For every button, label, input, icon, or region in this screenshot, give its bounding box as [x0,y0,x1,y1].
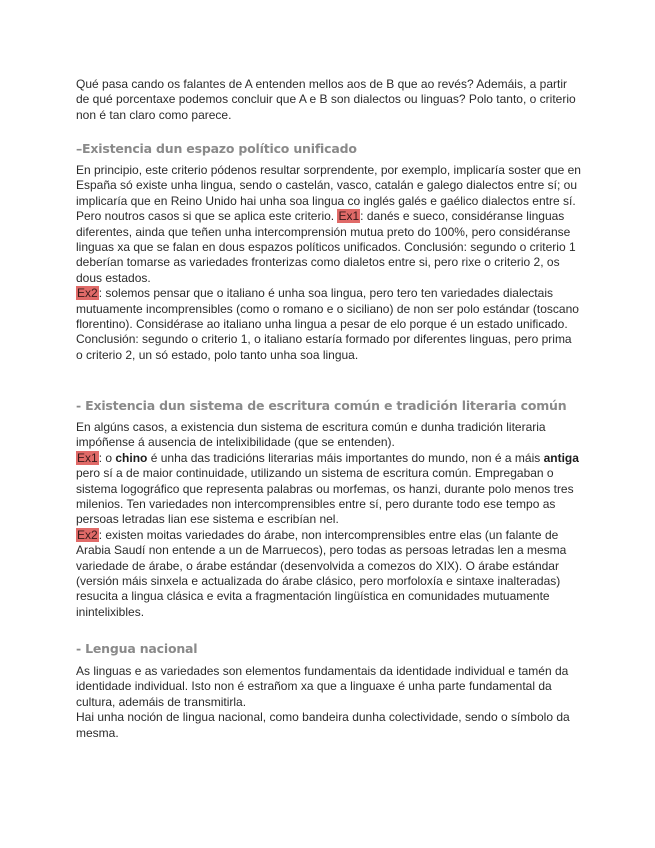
section-heading-political-space: –Existencia dun espazo político unificado [76,141,357,156]
section-heading-national-language: - Lengua nacional [76,641,198,656]
bold-term-chino: chino [115,450,148,465]
section-2-paragraph [76,420,581,620]
section-1-paragraph [76,163,581,363]
section-heading-writing-system: - Existencia dun sistema de escritura común e tradición literaria común [76,398,567,413]
section-3-text-2: Hai unha noción de lingua nacional, como bandeira dunha colectividade, sendo o símbolo da mesma. [76,710,570,740]
example-1-text-post: pero sí a de maior continuidade, utilizando un sistema de escritura común. Empregaban o sistema logográfico que representa palabras ou morfemas, os hanzi, durante polo menos tres milenios. Ten variedades non intercomprensibles entre sí, pero durante todo ese tempo as persoas letradas lian ese sistema e escribían nel. [76,466,574,527]
example-2-text: : solemos pensar que o italiano é unha soa lingua, pero tero ten variedades dialectais mutuamente incomprensibles (como o romano e o siciliano) de non ser polo estándar (toscano florentino). Considérase ao italiano unha lingua a pesar de elo porque é un estado unificado. Conclusión: segundo o criterio 1, o italiano estaría formado por diferentes linguas, pero prima o criterio 2, un só estado, polo tanto unha soa lingua. [76,286,579,362]
intro-paragraph: Qué pasa cando os falantes de A entenden mellos aos de B que ao revés? Ademáis, a partir de qué porcentaxe podemos concluir que A e B son dialectos ou linguas? Polo tanto, o criterio non é tan claro como parece. [76,77,576,122]
example-2-tag: Ex2 [77,286,98,301]
section-1-intro-text: En principio, este criterio pódenos resultar sorprendente, por exemplo, implicaría soster que en España só existe unha lingua, sendo o castelán, vasco, catalán e galego dialectos entre sí; ou implicaría que en Reino Unido hai unha soa lingua co inglés galés e gaélico dialectos entre sí. Pero noutros casos si que se aplica este criterio. [76,163,581,224]
example-1-text-mid: é unha das tradicións literarias máis importantes do mundo, non é a máis [147,450,544,465]
section-3-paragraph [76,664,581,741]
example-1-tag: Ex1 [77,450,98,465]
example-1-text-pre: : o [98,450,116,465]
section-3-text-1: As linguas e as variedades son elementos fundamentais da identidade individual e tamén da identidade individual. Isto non é estrañom xa que a linguaxe é unha parte fundamental da cultura, ademáis de transmitirla. [76,664,569,709]
example-1-text: : danés e sueco, considéranse linguas diferentes, ainda que teñen unha intercomprensión mutua preto do 100%, pero considéranse linguas xa que se falan en dous espazos políticos unificados. Conclusión: segundo o criterio 1 deberían tomarse as variedades fronterizas como dialetos entre si, pero rixe o criterio 2, os dous estados. [76,209,576,285]
bold-term-antiga: antiga [543,450,579,465]
section-2-intro-text: En algúns casos, a existencia dun sistema de escritura común e dunha tradición literaria impóñense á ausencia de intelixibilidade (que se entenden). [76,420,546,450]
example-2-tag: Ex2 [77,527,98,542]
example-1-tag: Ex1 [338,209,360,224]
example-2-text: : existen moitas variedades do árabe, non intercomprensibles entre elas (un falante de Arabia Saudí non entende a un de Marruecos), pero todas as persoas letradas len a mesma variedade de árabe, o árabe estándar (desenvolvida a comezos do XIX). O árabe estándar (versión máis sinxela e actualizada do árabe clásico, pero morfoloxía e sintaxe inalteradas) resucita a lingua clásica e evita a fragmentación lingüística en comunidades mutuamente inintelixibles. [76,527,567,619]
